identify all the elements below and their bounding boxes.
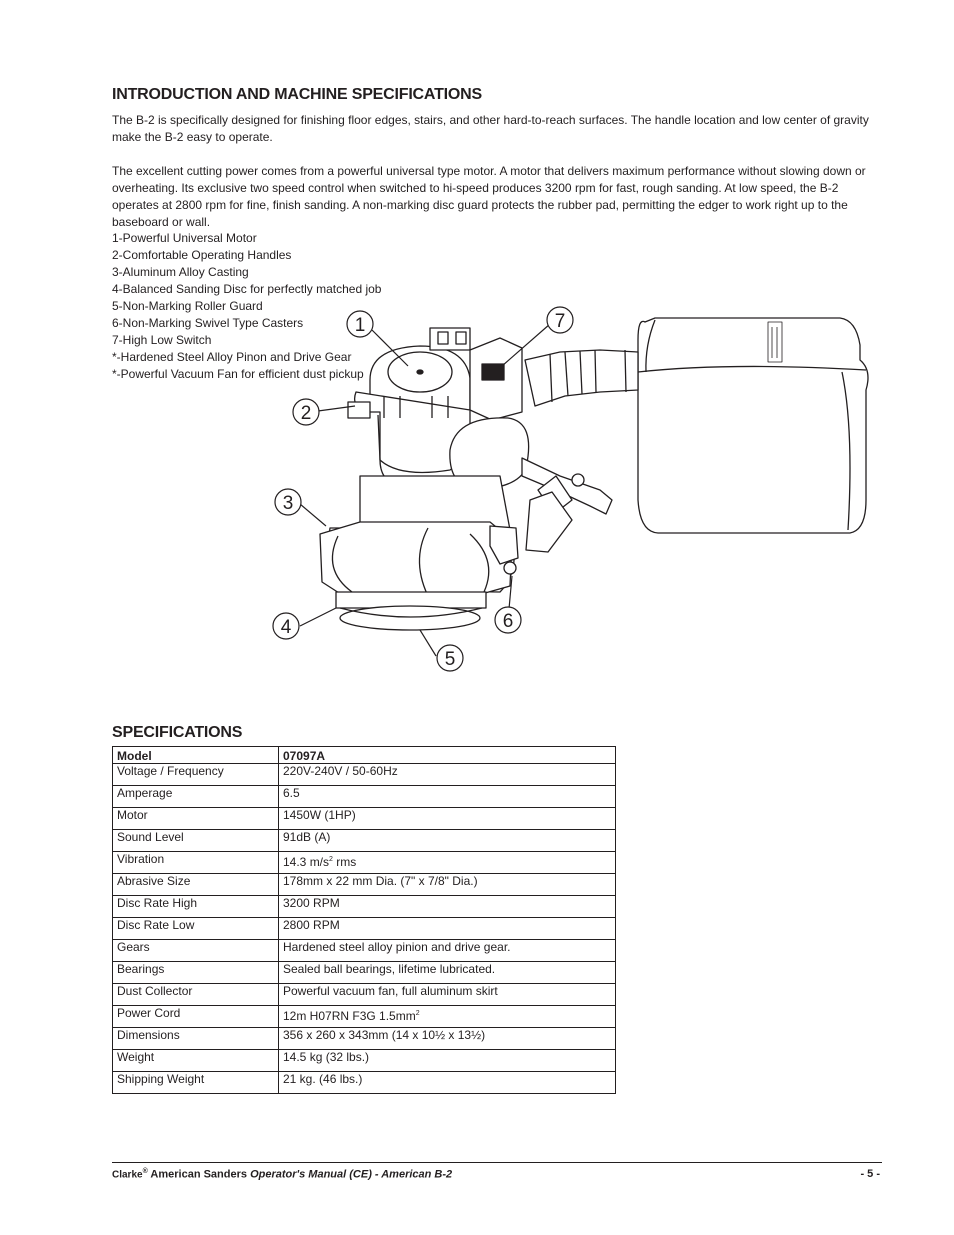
spec-value-text: Powerful vacuum fan, full aluminum skirt <box>283 984 498 998</box>
table-row <box>113 918 616 940</box>
table-row <box>113 764 616 786</box>
spec-value-text: 12m H07RN F3G 1.5mm <box>283 1009 416 1023</box>
spec-value <box>279 984 616 1006</box>
table-row <box>113 984 616 1006</box>
spec-value-text: 91dB (A) <box>283 830 331 844</box>
footer-rule <box>112 1162 882 1163</box>
spec-label: Dimensions <box>113 1028 279 1050</box>
spec-value-text: 6.5 <box>283 786 300 800</box>
table-row <box>113 896 616 918</box>
table-row <box>113 786 616 808</box>
footer-brand: Clarke <box>112 1169 143 1181</box>
intro-paragraph-2: The excellent cutting power comes from a powerful universal type motor. A motor that delivers maximum performance without slowing down or overheating. Its exclusive two speed control when switched to hi-speed produces 3200 rpm for fast, rough sanding. At low speed, the B-2 operates at 2800 rpm for fine, finish sanding. A non-marking disc guard protects the rubber pad, permitting the edger to work right up to the baseboard or wall. <box>112 164 866 229</box>
spec-value <box>279 874 616 896</box>
spec-label: Bearings <box>113 962 279 984</box>
feature-item: 6-Non-Marking Swivel Type Casters <box>112 316 304 330</box>
table-row <box>113 1006 616 1028</box>
spec-label: Voltage / Frequency <box>113 764 279 786</box>
spec-label: Amperage <box>113 786 279 808</box>
table-row <box>113 874 616 896</box>
spec-value <box>279 1050 616 1072</box>
intro-heading: INTRODUCTION AND MACHINE SPECIFICATIONS <box>112 86 482 103</box>
callout-number: 3 <box>282 493 294 514</box>
footer-page-number: - 5 - <box>860 1168 880 1180</box>
spec-label: Motor <box>113 808 279 830</box>
spec-value <box>279 764 616 786</box>
spec-value <box>279 1072 616 1094</box>
spec-value <box>279 852 616 874</box>
spec-value-text: 1450W (1HP) <box>283 808 356 822</box>
spec-value-suffix: rms <box>332 855 357 869</box>
table-header-row <box>113 747 616 764</box>
spec-label: Dust Collector <box>113 984 279 1006</box>
feature-item: 2-Comfortable Operating Handles <box>112 248 292 262</box>
feature-item: 5-Non-Marking Roller Guard <box>112 299 263 313</box>
table-row <box>113 808 616 830</box>
feature-item: *-Hardened Steel Alloy Pinon and Drive Gear <box>112 350 352 364</box>
feature-item: 4-Balanced Sanding Disc for perfectly matched job <box>112 282 382 296</box>
feature-item: 1-Powerful Universal Motor <box>112 231 257 245</box>
table-row <box>113 830 616 852</box>
specifications-heading: SPECIFICATIONS <box>112 724 243 741</box>
spec-value-text: 2800 RPM <box>283 918 340 932</box>
spec-value-text: Sealed ball bearings, lifetime lubricated. <box>283 962 496 976</box>
spec-value-text: 220V-240V / 50-60Hz <box>283 764 398 778</box>
spec-value <box>279 962 616 984</box>
callout-number: 7 <box>554 311 566 332</box>
feature-item: 3-Aluminum Alloy Casting <box>112 265 249 279</box>
spec-value-text: 3200 RPM <box>283 896 340 910</box>
table-row <box>113 1028 616 1050</box>
table-row <box>113 852 616 874</box>
callout-number: 5 <box>444 649 456 670</box>
footer-reg-mark: ® <box>142 1168 148 1175</box>
spec-value-text: 14.3 m/s <box>283 855 330 869</box>
feature-item: 7-High Low Switch <box>112 333 212 347</box>
specifications-table <box>112 746 616 1094</box>
spec-label: Disc Rate Low <box>113 918 279 940</box>
spec-label: Power Cord <box>113 1006 279 1028</box>
table-row <box>113 940 616 962</box>
table-row <box>113 962 616 984</box>
spec-value-text: 21 kg. (46 lbs.) <box>283 1072 363 1086</box>
callout-number: 1 <box>354 315 366 336</box>
spec-value-text: Hardened steel alloy pinion and drive gear. <box>283 940 511 954</box>
spec-value <box>279 1006 616 1028</box>
header-label: Model <box>113 747 279 764</box>
spec-value <box>279 830 616 852</box>
table-row <box>113 1072 616 1094</box>
spec-value-superscript: 2 <box>329 856 333 863</box>
spec-value <box>279 786 616 808</box>
spec-value <box>279 896 616 918</box>
feature-item: *-Powerful Vacuum Fan for efficient dust pickup <box>112 367 364 381</box>
spec-label: Disc Rate High <box>113 896 279 918</box>
footer-manual-title: Operator's Manual (CE) - American B-2 <box>250 1168 453 1181</box>
callout-number: 2 <box>300 403 312 424</box>
intro-paragraph-1: The B-2 is specifically designed for finishing floor edges, stairs, and other hard-to-reach surfaces. The handle location and low center of gravity make the B-2 easy to operate. <box>112 113 869 144</box>
spec-value-text: 14.5 kg (32 lbs.) <box>283 1050 370 1064</box>
spec-label: Vibration <box>113 852 279 874</box>
spec-label: Sound Level <box>113 830 279 852</box>
spec-value <box>279 1028 616 1050</box>
callout-number: 4 <box>280 617 292 638</box>
spec-value-text: 356 x 260 x 343mm (14 x 10½ x 13½) <box>283 1028 486 1042</box>
footer-left <box>112 1168 452 1181</box>
callout-number: 6 <box>502 611 514 632</box>
edger-sander-illustration <box>260 300 880 680</box>
base-casting-icon <box>320 476 518 630</box>
spec-label: Shipping Weight <box>113 1072 279 1094</box>
spec-value <box>279 918 616 940</box>
spec-label: Abrasive Size <box>113 874 279 896</box>
spec-value <box>279 940 616 962</box>
footer-company: American Sanders <box>147 1168 251 1181</box>
dust-bag-icon <box>638 318 868 533</box>
spec-label: Weight <box>113 1050 279 1072</box>
spec-label: Gears <box>113 940 279 962</box>
spec-value <box>279 808 616 830</box>
spec-value-superscript: 2 <box>415 1010 420 1017</box>
table-row <box>113 1050 616 1072</box>
spec-value-text: 178mm x 22 mm Dia. (7" x 7/8" Dia.) <box>283 874 478 888</box>
header-value: 07097A <box>279 747 616 764</box>
